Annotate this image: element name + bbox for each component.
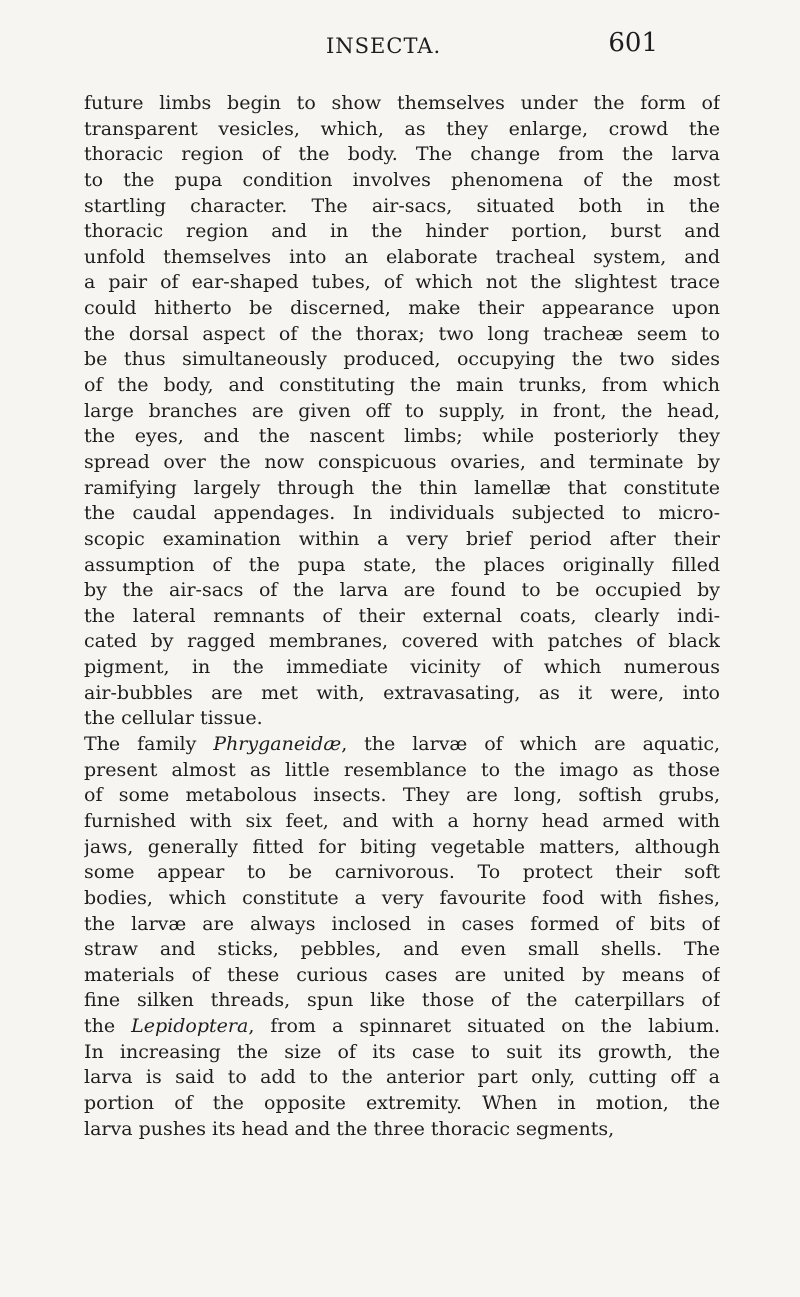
text-line: the larvæ are always inclosed in cases formed of bits of — [84, 912, 720, 935]
text-line: a pair of ear-shaped tubes, of which not the slightest trace — [84, 271, 720, 294]
text-line: materials of these curious cases are united by means of — [84, 963, 720, 986]
text-line: unfold themselves into an elaborate tracheal system, and — [84, 245, 720, 268]
text-line: portion of the opposite extremity. When in motion, the — [84, 1091, 720, 1114]
text-line: to the pupa condition involves phenomena of the most — [84, 168, 720, 191]
text-line: some appear to be carnivorous. To protect their soft — [84, 861, 720, 884]
text-span: the — [84, 1015, 132, 1038]
text-line: the caudal appendages. In individuals subjected to micro- — [84, 502, 720, 525]
text-line: fine silken threads, spun like those of the caterpillars of — [84, 989, 720, 1012]
text-line: In increasing the size of its case to suit its growth, the — [84, 1040, 720, 1063]
mixed-line — [84, 1014, 720, 1040]
text-line: of some metabolous insects. They are long, softish grubs, — [84, 784, 720, 807]
text-line: the cellular tissue. — [84, 707, 263, 730]
text-line: transparent vesicles, which, as they enlarge, crowd the — [84, 117, 720, 140]
text-line: by the air-sacs of the larva are found to be occupied by — [84, 579, 720, 602]
text-line: could hitherto be discerned, make their appearance upon — [84, 297, 720, 320]
text-line: the lateral remnants of their external coats, clearly indi- — [84, 604, 720, 627]
page-header — [0, 26, 800, 66]
text-line: thoracic region of the body. The change from the larva — [84, 143, 720, 166]
text-line: jaws, generally fitted for biting vegetable matters, although — [84, 835, 720, 858]
italic-taxon: Phryganeidæ — [213, 733, 342, 756]
text-line: of the body, and constituting the main trunks, from which — [84, 374, 720, 397]
italic-taxon: Lepidoptera — [131, 1015, 249, 1038]
text-span: , the larvæ of which are aquatic, — [341, 733, 720, 756]
running-head: INSECTA. — [326, 34, 442, 58]
text-line: the dorsal aspect of the thorax; two long tracheæ seem to — [84, 322, 720, 345]
text-line: ramifying largely through the thin lamellæ that constitute — [84, 476, 720, 499]
text-line: future limbs begin to show themselves under the form of — [84, 92, 720, 114]
text-line: pigment, in the immediate vicinity of which numerous — [84, 656, 720, 679]
page-number: 601 — [608, 28, 658, 58]
text-line: assumption of the pupa state, the places originally filled — [84, 553, 720, 576]
text-line: spread over the now conspicuous ovaries, and terminate by — [84, 450, 720, 473]
text-span: The family — [84, 733, 214, 756]
text-line: larva pushes its head and the three thoracic segments, — [84, 1117, 615, 1140]
text-line: scopic examination within a very brief period after their — [84, 527, 720, 550]
text-line: large branches are given off to supply, in front, the head, — [84, 399, 720, 422]
text-line: larva is said to add to the anterior part only, cutting off a — [84, 1066, 720, 1089]
text-line: startling character. The air-sacs, situated both in the — [84, 194, 720, 217]
text-line: present almost as little resemblance to the imago as those — [84, 758, 720, 781]
text-span: , from a spinnaret situated on the labium. — [248, 1015, 720, 1038]
text-line: cated by ragged membranes, covered with patches of black — [84, 630, 720, 653]
text-line: thoracic region and in the hinder portion, burst and — [84, 220, 720, 243]
text-line: air-bubbles are met with, extravasating, as it were, into — [84, 681, 720, 704]
text-line: be thus simultaneously produced, occupying the two sides — [84, 348, 720, 371]
text-line: straw and sticks, pebbles, and even small shells. The — [84, 938, 720, 961]
text-line: furnished with six feet, and with a horny head armed with — [84, 809, 720, 832]
paragraph-start-line — [84, 732, 720, 758]
text-line: bodies, which constitute a very favourite food with fishes, — [84, 886, 720, 909]
body-text — [84, 91, 720, 1142]
text-line: the eyes, and the nascent limbs; while posteriorly they — [84, 425, 720, 448]
